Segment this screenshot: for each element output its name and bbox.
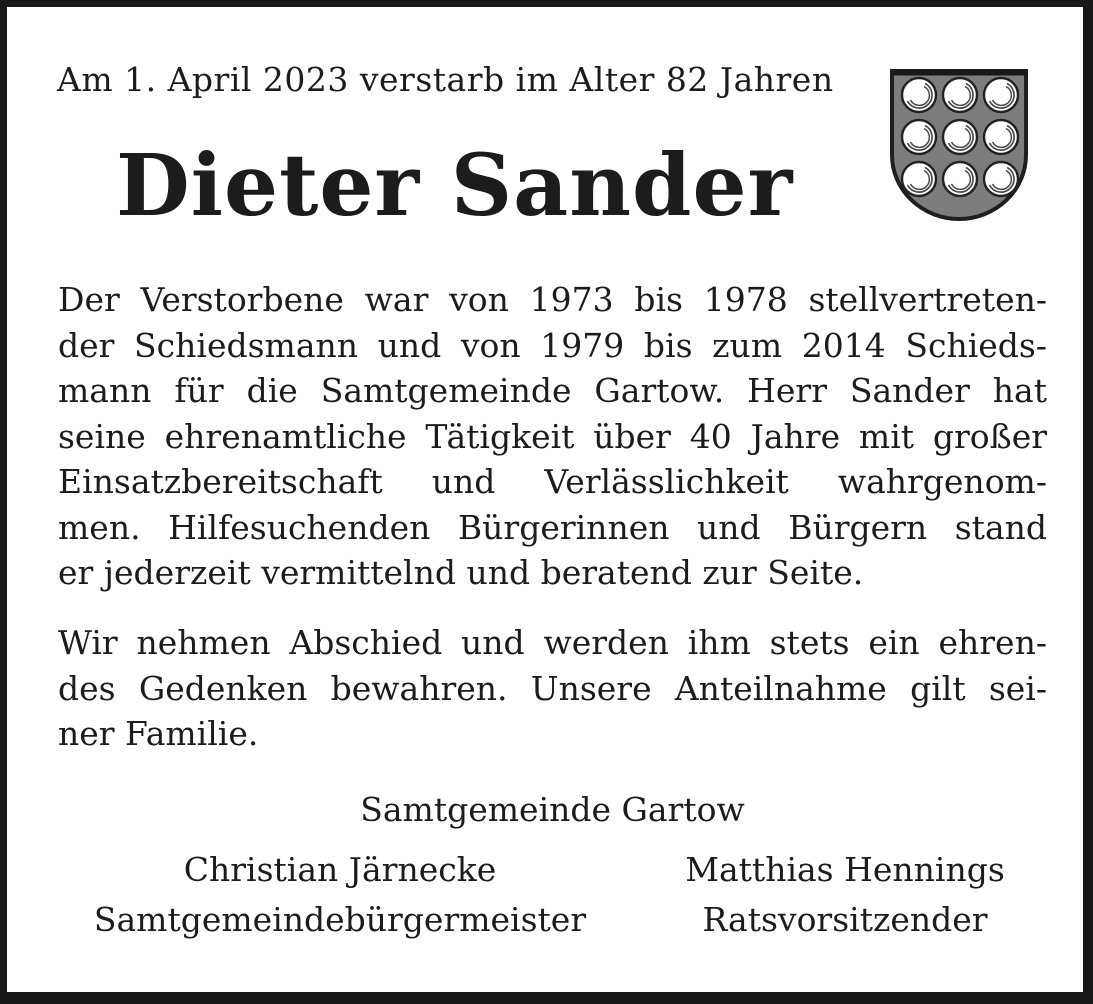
- intro-text: Am 1. April 2023 verstarb im Alter 82 Jahren: [57, 60, 834, 99]
- signatory-role-left: Samtgemeindebürgermeister: [93, 900, 587, 939]
- body-line: Wir nehmen Abschied und werden ihm stets ein ehren-: [58, 623, 1047, 662]
- body-line: Einsatzbereitschaft und Verlässlichkeit wahrgenom-: [58, 462, 1047, 501]
- body-line: mann für die Samtgemeinde Gartow. Herr Sander hat: [58, 371, 1047, 410]
- body-line: der Schiedsmann und von 1979 bis zum 2014 Schieds-: [58, 325, 1047, 365]
- body-line: des Gedenken bewahren. Unsere Anteilnahme gilt sei-: [58, 668, 1047, 708]
- signatory-name-left: Christian Järnecke: [183, 850, 497, 889]
- organization-name: Samtgemeinde Gartow: [360, 790, 745, 829]
- body-line: seine ehrenamtliche Tätigkeit über 40 Jahre mit großer: [58, 416, 1047, 456]
- body-line: ner Familie.: [58, 714, 259, 753]
- body-line: Der Verstorbene war von 1973 bis 1978 stellvertreten-: [58, 280, 1047, 319]
- coat-of-arms-icon: [886, 63, 1032, 225]
- obituary-paragraph-2: [58, 620, 1047, 757]
- body-line: men. Hilfesuchenden Bürgerinnen und Bürgern stand: [58, 507, 1047, 547]
- signatory-name-right: Matthias Hennings: [685, 850, 1005, 889]
- body-line: er jederzeit vermittelnd und beratend zur Seite.: [58, 553, 864, 592]
- deceased-name: Dieter Sander: [116, 136, 794, 236]
- obituary-paragraph-1: [58, 277, 1047, 596]
- signatory-role-right: Ratsvorsitzender: [702, 900, 988, 939]
